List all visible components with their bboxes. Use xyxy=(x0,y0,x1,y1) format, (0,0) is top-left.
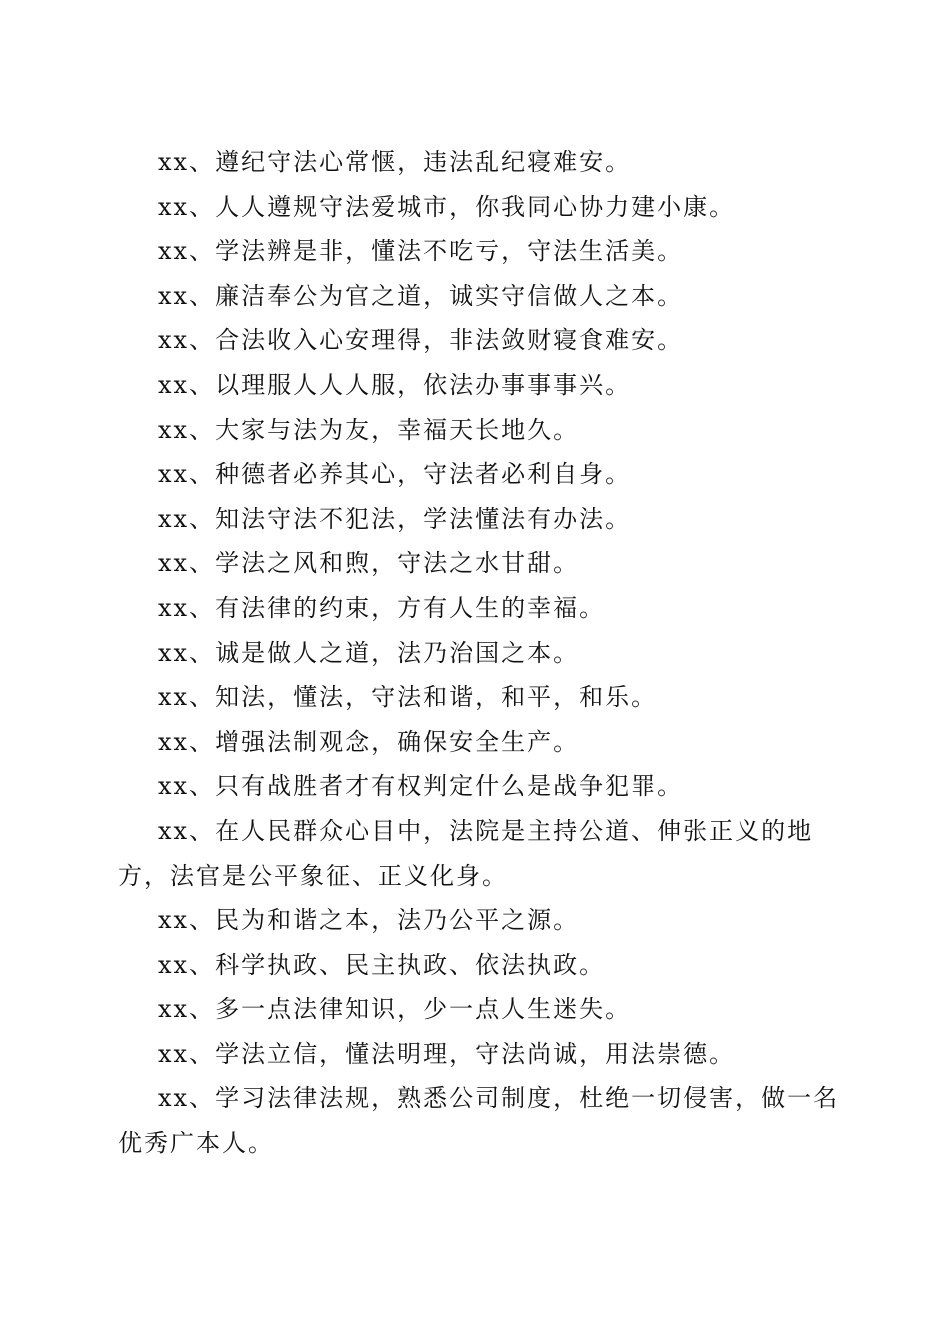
slogan-paragraph: xx、廉洁奉公为官之道，诚实守信做人之本。 xyxy=(158,281,684,310)
slogan-paragraph: xx、只有战胜者才有权判定什么是战争犯罪。 xyxy=(158,772,684,801)
slogan-paragraph: xx、有法律的约束，方有人生的幸福。 xyxy=(158,593,606,622)
slogan-paragraph: xx、学习法律法规，熟悉公司制度，杜绝一切侵害，做一名优秀广本人。 xyxy=(118,1084,840,1158)
slogan-paragraph: xx、科学执政、民主执政、依法执政。 xyxy=(158,950,606,979)
slogan-paragraph: xx、遵纪守法心常惬，违法乱纪寝难安。 xyxy=(158,148,632,176)
slogan-paragraph: xx、诚是做人之道，法乃治国之本。 xyxy=(158,638,580,667)
slogan-paragraph: xx、合法收入心安理得，非法敛财寝食难安。 xyxy=(158,326,684,355)
slogan-paragraph: xx、种德者必养其心，守法者必利自身。 xyxy=(158,460,632,489)
slogan-paragraph: xx、学法辨是非，懂法不吃亏，守法生活美。 xyxy=(158,237,684,266)
slogan-paragraph: xx、多一点法律知识，少一点人生迷失。 xyxy=(158,995,632,1024)
slogan-paragraph: xx、在人民群众心目中，法院是主持公道、伸张正义的地方，法官是公平象征、正义化身。 xyxy=(118,816,814,890)
slogan-paragraph: xx、学法立信，懂法明理，守法尚诚，用法崇德。 xyxy=(158,1039,736,1068)
slogan-paragraph: xx、知法，懂法，守法和谐，和平，和乐。 xyxy=(158,683,658,712)
slogan-paragraph: xx、知法守法不犯法，学法懂法有办法。 xyxy=(158,504,632,533)
slogan-paragraph: xx、以理服人人人服，依法办事事事兴。 xyxy=(158,370,632,399)
document-body xyxy=(118,140,848,1166)
slogan-paragraph: xx、人人遵规守法爱城市，你我同心协力建小康。 xyxy=(158,192,736,221)
slogan-paragraph: xx、增强法制观念，确保安全生产。 xyxy=(158,727,580,756)
slogan-paragraph: xx、民为和谐之本，法乃公平之源。 xyxy=(158,906,580,935)
slogan-paragraph: xx、大家与法为友，幸福天长地久。 xyxy=(158,415,580,444)
slogan-paragraph: xx、学法之风和煦，守法之水甘甜。 xyxy=(158,549,580,578)
